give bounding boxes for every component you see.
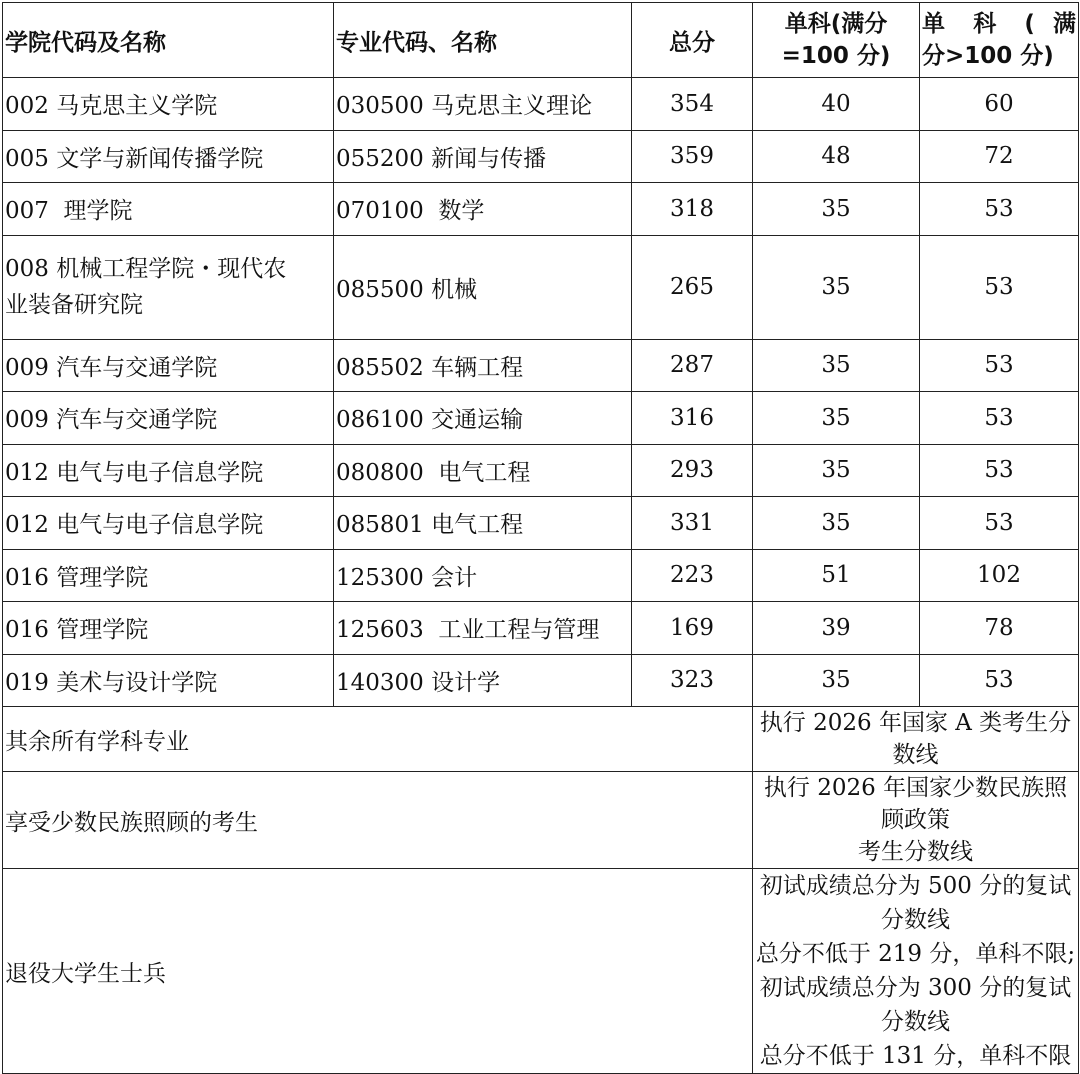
single-100-cell: 51 bbox=[753, 549, 920, 602]
major-cell: 125300 会计 bbox=[334, 549, 632, 602]
college-cell-line1: 008 机械工程学院・现代农 bbox=[5, 256, 287, 282]
special-policy-line: 执行 2026 年国家少数民族照顾政策 bbox=[763, 775, 1068, 833]
header-major: 专业代码、名称 bbox=[334, 3, 632, 78]
college-cell: 009 汽车与交通学院 bbox=[3, 339, 334, 392]
single-over-100-cell: 53 bbox=[920, 339, 1079, 392]
table-row bbox=[3, 602, 1079, 655]
single-over-100-cell: 78 bbox=[920, 602, 1079, 655]
single-100-cell: 35 bbox=[753, 183, 920, 236]
college-cell: 007 理学院 bbox=[3, 183, 334, 236]
header-college: 学院代码及名称 bbox=[3, 3, 334, 78]
single-over-100-cell: 53 bbox=[920, 235, 1079, 339]
major-cell: 085502 车辆工程 bbox=[334, 339, 632, 392]
college-cell: 016 管理学院 bbox=[3, 549, 334, 602]
single-100-cell: 35 bbox=[753, 392, 920, 445]
total-score-cell: 223 bbox=[632, 549, 753, 602]
header-total: 总分 bbox=[632, 3, 753, 78]
college-cell bbox=[3, 235, 334, 339]
total-score-cell: 265 bbox=[632, 235, 753, 339]
total-score-cell: 287 bbox=[632, 339, 753, 392]
special-policy-line: 总分不低于 219 分，单科不限; bbox=[755, 941, 1076, 967]
single-100-cell: 35 bbox=[753, 339, 920, 392]
header-single-over-100-line1: 单 科 ( 满 bbox=[922, 11, 1076, 37]
college-cell: 016 管理学院 bbox=[3, 602, 334, 655]
score-table bbox=[2, 2, 1079, 1074]
special-policy-line: 初试成绩总分为 500 分的复试分数线 bbox=[759, 873, 1072, 933]
major-cell: 085500 机械 bbox=[334, 235, 632, 339]
single-over-100-cell: 60 bbox=[920, 78, 1079, 131]
college-cell: 009 汽车与交通学院 bbox=[3, 392, 334, 445]
header-row bbox=[3, 3, 1079, 78]
table-row bbox=[3, 654, 1079, 707]
major-cell: 070100 数学 bbox=[334, 183, 632, 236]
special-row bbox=[3, 869, 1079, 1074]
total-score-cell: 331 bbox=[632, 497, 753, 550]
special-policy-line: 考生分数线 bbox=[858, 839, 973, 865]
total-score-cell: 293 bbox=[632, 444, 753, 497]
header-single-100-line1: 单科(满分 bbox=[784, 11, 888, 37]
table-row bbox=[3, 235, 1079, 339]
total-score-cell: 169 bbox=[632, 602, 753, 655]
special-policy-line: 初试成绩总分为 300 分的复试分数线 bbox=[759, 975, 1072, 1035]
college-cell: 005 文学与新闻传播学院 bbox=[3, 130, 334, 183]
major-cell: 086100 交通运输 bbox=[334, 392, 632, 445]
major-cell: 080800 电气工程 bbox=[334, 444, 632, 497]
total-score-cell: 318 bbox=[632, 183, 753, 236]
single-over-100-cell: 53 bbox=[920, 392, 1079, 445]
single-100-cell: 35 bbox=[753, 654, 920, 707]
single-100-cell: 39 bbox=[753, 602, 920, 655]
single-100-cell: 35 bbox=[753, 444, 920, 497]
single-100-cell: 35 bbox=[753, 235, 920, 339]
special-policy-cell bbox=[753, 707, 1079, 772]
single-100-cell: 35 bbox=[753, 497, 920, 550]
college-cell: 012 电气与电子信息学院 bbox=[3, 444, 334, 497]
table-row bbox=[3, 183, 1079, 236]
single-over-100-cell: 102 bbox=[920, 549, 1079, 602]
major-cell: 055200 新闻与传播 bbox=[334, 130, 632, 183]
major-cell: 030500 马克思主义理论 bbox=[334, 78, 632, 131]
special-row bbox=[3, 772, 1079, 869]
table-row bbox=[3, 392, 1079, 445]
major-cell: 085801 电气工程 bbox=[334, 497, 632, 550]
single-over-100-cell: 53 bbox=[920, 183, 1079, 236]
header-single-100-line2: =100 分) bbox=[781, 43, 891, 69]
single-100-cell: 40 bbox=[753, 78, 920, 131]
single-over-100-cell: 53 bbox=[920, 654, 1079, 707]
special-label-cell: 退役大学生士兵 bbox=[3, 869, 753, 1074]
table-row bbox=[3, 130, 1079, 183]
college-cell-line2: 业装备研究院 bbox=[5, 292, 143, 318]
college-cell: 012 电气与电子信息学院 bbox=[3, 497, 334, 550]
single-over-100-cell: 53 bbox=[920, 497, 1079, 550]
college-cell: 002 马克思主义学院 bbox=[3, 78, 334, 131]
total-score-cell: 323 bbox=[632, 654, 753, 707]
table-row bbox=[3, 339, 1079, 392]
special-row bbox=[3, 707, 1079, 772]
special-label-cell: 其余所有学科专业 bbox=[3, 707, 753, 772]
special-policy-cell bbox=[753, 772, 1079, 869]
major-cell: 140300 设计学 bbox=[334, 654, 632, 707]
table-row bbox=[3, 497, 1079, 550]
college-cell: 019 美术与设计学院 bbox=[3, 654, 334, 707]
table-row bbox=[3, 549, 1079, 602]
total-score-cell: 354 bbox=[632, 78, 753, 131]
single-100-cell: 48 bbox=[753, 130, 920, 183]
major-cell: 125603 工业工程与管理 bbox=[334, 602, 632, 655]
header-single-100 bbox=[753, 3, 920, 78]
table-row bbox=[3, 444, 1079, 497]
single-over-100-cell: 53 bbox=[920, 444, 1079, 497]
total-score-cell: 359 bbox=[632, 130, 753, 183]
header-single-over-100-line2: 分>100 分) bbox=[922, 43, 1054, 69]
header-single-over-100 bbox=[920, 3, 1079, 78]
special-policy-cell bbox=[753, 869, 1079, 1074]
total-score-cell: 316 bbox=[632, 392, 753, 445]
special-policy-line: 执行 2026 年国家 A 类考生分数线 bbox=[759, 710, 1072, 768]
special-policy-line: 总分不低于 131 分，单科不限 bbox=[759, 1043, 1072, 1069]
table-row bbox=[3, 78, 1079, 131]
special-label-cell: 享受少数民族照顾的考生 bbox=[3, 772, 753, 869]
single-over-100-cell: 72 bbox=[920, 130, 1079, 183]
